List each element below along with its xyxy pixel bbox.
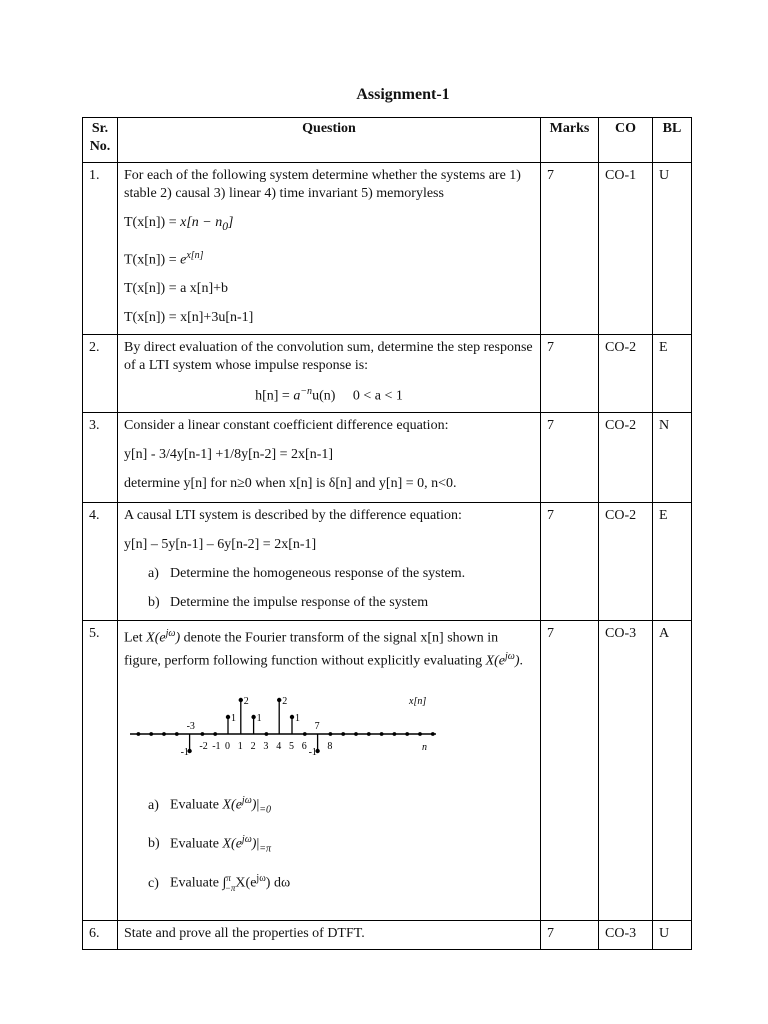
question-text: State and prove all the properties of DTFT. xyxy=(124,926,365,941)
stem-point xyxy=(277,698,281,702)
table-row xyxy=(83,413,692,503)
tick-label: -1 xyxy=(212,741,221,753)
stem-value-label: 1 xyxy=(256,713,262,725)
stem-point xyxy=(251,715,255,719)
stem-value-label: 2 xyxy=(243,696,249,708)
question-text: A causal LTI system is described by the difference equation: xyxy=(124,508,462,523)
page-title: Assignment-1 xyxy=(356,86,450,103)
zero-sample-dot xyxy=(149,732,153,736)
question-text: For each of the following system determine whether the systems are 1) stable 2) causal 3) linear 4) time invariant 5) memoryless xyxy=(124,168,521,201)
co-cell: CO-1 xyxy=(599,163,653,335)
zero-sample-dot xyxy=(162,732,166,736)
equation: $T(x[n]) = e^{x[n]}$ xyxy=(124,249,204,268)
stem-value-label: 1 xyxy=(231,713,236,725)
co-cell: CO-2 xyxy=(599,503,653,621)
zero-sample-dot xyxy=(137,732,141,736)
tick-label: -2 xyxy=(199,741,208,753)
equation: y[n] – 5y[n-1] – 6y[n-2] = 2x[n-1] xyxy=(124,537,317,552)
stem-point xyxy=(239,698,243,702)
row-number: 1. xyxy=(83,163,118,335)
bl-cell: E xyxy=(653,335,692,413)
question-text: By direct evaluation of the convolution sum, determine the step response of a LTI system whose impulse response is: xyxy=(124,340,533,373)
bl-cell: A xyxy=(653,621,692,921)
co-cell: CO-3 xyxy=(599,621,653,921)
marks-cell: 7 xyxy=(541,335,599,413)
table-row xyxy=(83,163,692,335)
row-number: 4. xyxy=(83,503,118,621)
tick-label: -3 xyxy=(186,721,195,733)
marks-cell: 7 xyxy=(541,163,599,335)
marks-cell: 7 xyxy=(541,413,599,503)
row-number: 5. xyxy=(83,621,118,921)
bl-cell: U xyxy=(653,921,692,950)
tick-label: 3 xyxy=(263,741,269,753)
tick-label: 1 xyxy=(237,741,243,753)
zero-sample-dot xyxy=(418,732,422,736)
bl-cell: N xyxy=(653,413,692,503)
tick-label: 7 xyxy=(314,721,320,733)
marks-cell: 7 xyxy=(541,621,599,921)
list-item: b) Determine the impulse response of the system xyxy=(148,595,429,610)
zero-sample-dot xyxy=(201,732,205,736)
equation: $h[n] = a^{-n}u(n)$ 0 < a < 1 xyxy=(255,386,403,404)
table-row xyxy=(83,335,692,413)
equation: T(x[n]) = a x[n]+b xyxy=(124,281,229,297)
zero-sample-dot xyxy=(303,732,307,736)
zero-sample-dot xyxy=(367,732,371,736)
question-cell xyxy=(118,413,541,503)
tick-label: 0 xyxy=(225,741,230,753)
co-cell: CO-3 xyxy=(599,921,653,950)
equation: y[n] - 3/4y[n-1] +1/8y[n-2] = 2x[n-1] xyxy=(124,447,334,462)
stem-plot xyxy=(124,678,444,782)
question-cell xyxy=(118,163,541,335)
equation: T(x[n]) = x[n]+3u[n-1] xyxy=(124,310,254,326)
zero-sample-dot xyxy=(393,732,397,736)
question-text: Let $X(e^{j\omega})$ denote the Fourier transform of the signal x[n] shown in figure, perform following function without explicitly evaluating $X(e^{j\omega})$. xyxy=(124,628,524,669)
row-number: 6. xyxy=(83,921,118,950)
signal-figure xyxy=(124,678,534,782)
header-marks: Marks xyxy=(541,118,599,163)
stem-value-label: 1 xyxy=(295,713,300,725)
zero-sample-dot xyxy=(265,732,269,736)
marks-cell: 7 xyxy=(541,503,599,621)
bl-cell: U xyxy=(653,163,692,335)
x-axis-label: n xyxy=(422,742,427,754)
table-row xyxy=(83,921,692,950)
question-cell xyxy=(118,503,541,621)
co-cell: CO-2 xyxy=(599,335,653,413)
co-cell: CO-2 xyxy=(599,413,653,503)
question-cell xyxy=(118,621,541,921)
zero-sample-dot xyxy=(213,732,217,736)
list-item: a) Evaluate $X(e^{j\omega})|_{=0}$ xyxy=(148,795,271,816)
table-row xyxy=(83,621,692,921)
header-row xyxy=(83,118,692,163)
tick-label: 8 xyxy=(327,741,333,753)
row-number: 3. xyxy=(83,413,118,503)
stem-value-label: -1 xyxy=(308,747,317,759)
marks-cell: 7 xyxy=(541,921,599,950)
tick-label: 4 xyxy=(276,741,282,753)
zero-sample-dot xyxy=(380,732,384,736)
header-question: Question xyxy=(118,118,541,163)
question-text: determine y[n] for n≥0 when x[n] is δ[n] and y[n] = 0, n<0. xyxy=(124,476,457,491)
list-item: a) Determine the homogeneous response of the system. xyxy=(148,566,466,581)
list-item: c) Evaluate $\int^\pi_{-\pi}X(e^{j\omega})$ dω xyxy=(148,873,291,893)
question-cell xyxy=(118,335,541,413)
assignment-table xyxy=(82,117,692,950)
bl-cell: E xyxy=(653,503,692,621)
list-item: b) Evaluate $X(e^{j\omega})|_{=\pi}$ xyxy=(148,833,272,855)
table-row xyxy=(83,503,692,621)
zero-sample-dot xyxy=(405,732,409,736)
zero-sample-dot xyxy=(431,732,435,736)
question-cell xyxy=(118,921,541,950)
zero-sample-dot xyxy=(329,732,333,736)
stem-point xyxy=(290,715,294,719)
zero-sample-dot xyxy=(354,732,358,736)
header-sr-no: Sr. No. xyxy=(83,118,118,163)
zero-sample-dot xyxy=(175,732,179,736)
tick-label: 6 xyxy=(301,741,307,753)
stem-point xyxy=(226,715,230,719)
tick-label: 5 xyxy=(289,741,294,753)
equation: $T(x[n]) = x[n - n_0]$ xyxy=(124,215,234,233)
header-bl: BL xyxy=(653,118,692,163)
header-co: CO xyxy=(599,118,653,163)
tick-label: 2 xyxy=(250,741,256,753)
zero-sample-dot xyxy=(341,732,345,736)
plot-title: x[n] xyxy=(409,696,427,708)
question-text: Consider a linear constant coefficient difference equation: xyxy=(124,418,449,433)
row-number: 2. xyxy=(83,335,118,413)
stem-value-label: 2 xyxy=(282,696,288,708)
stem-value-label: -1 xyxy=(180,747,189,759)
